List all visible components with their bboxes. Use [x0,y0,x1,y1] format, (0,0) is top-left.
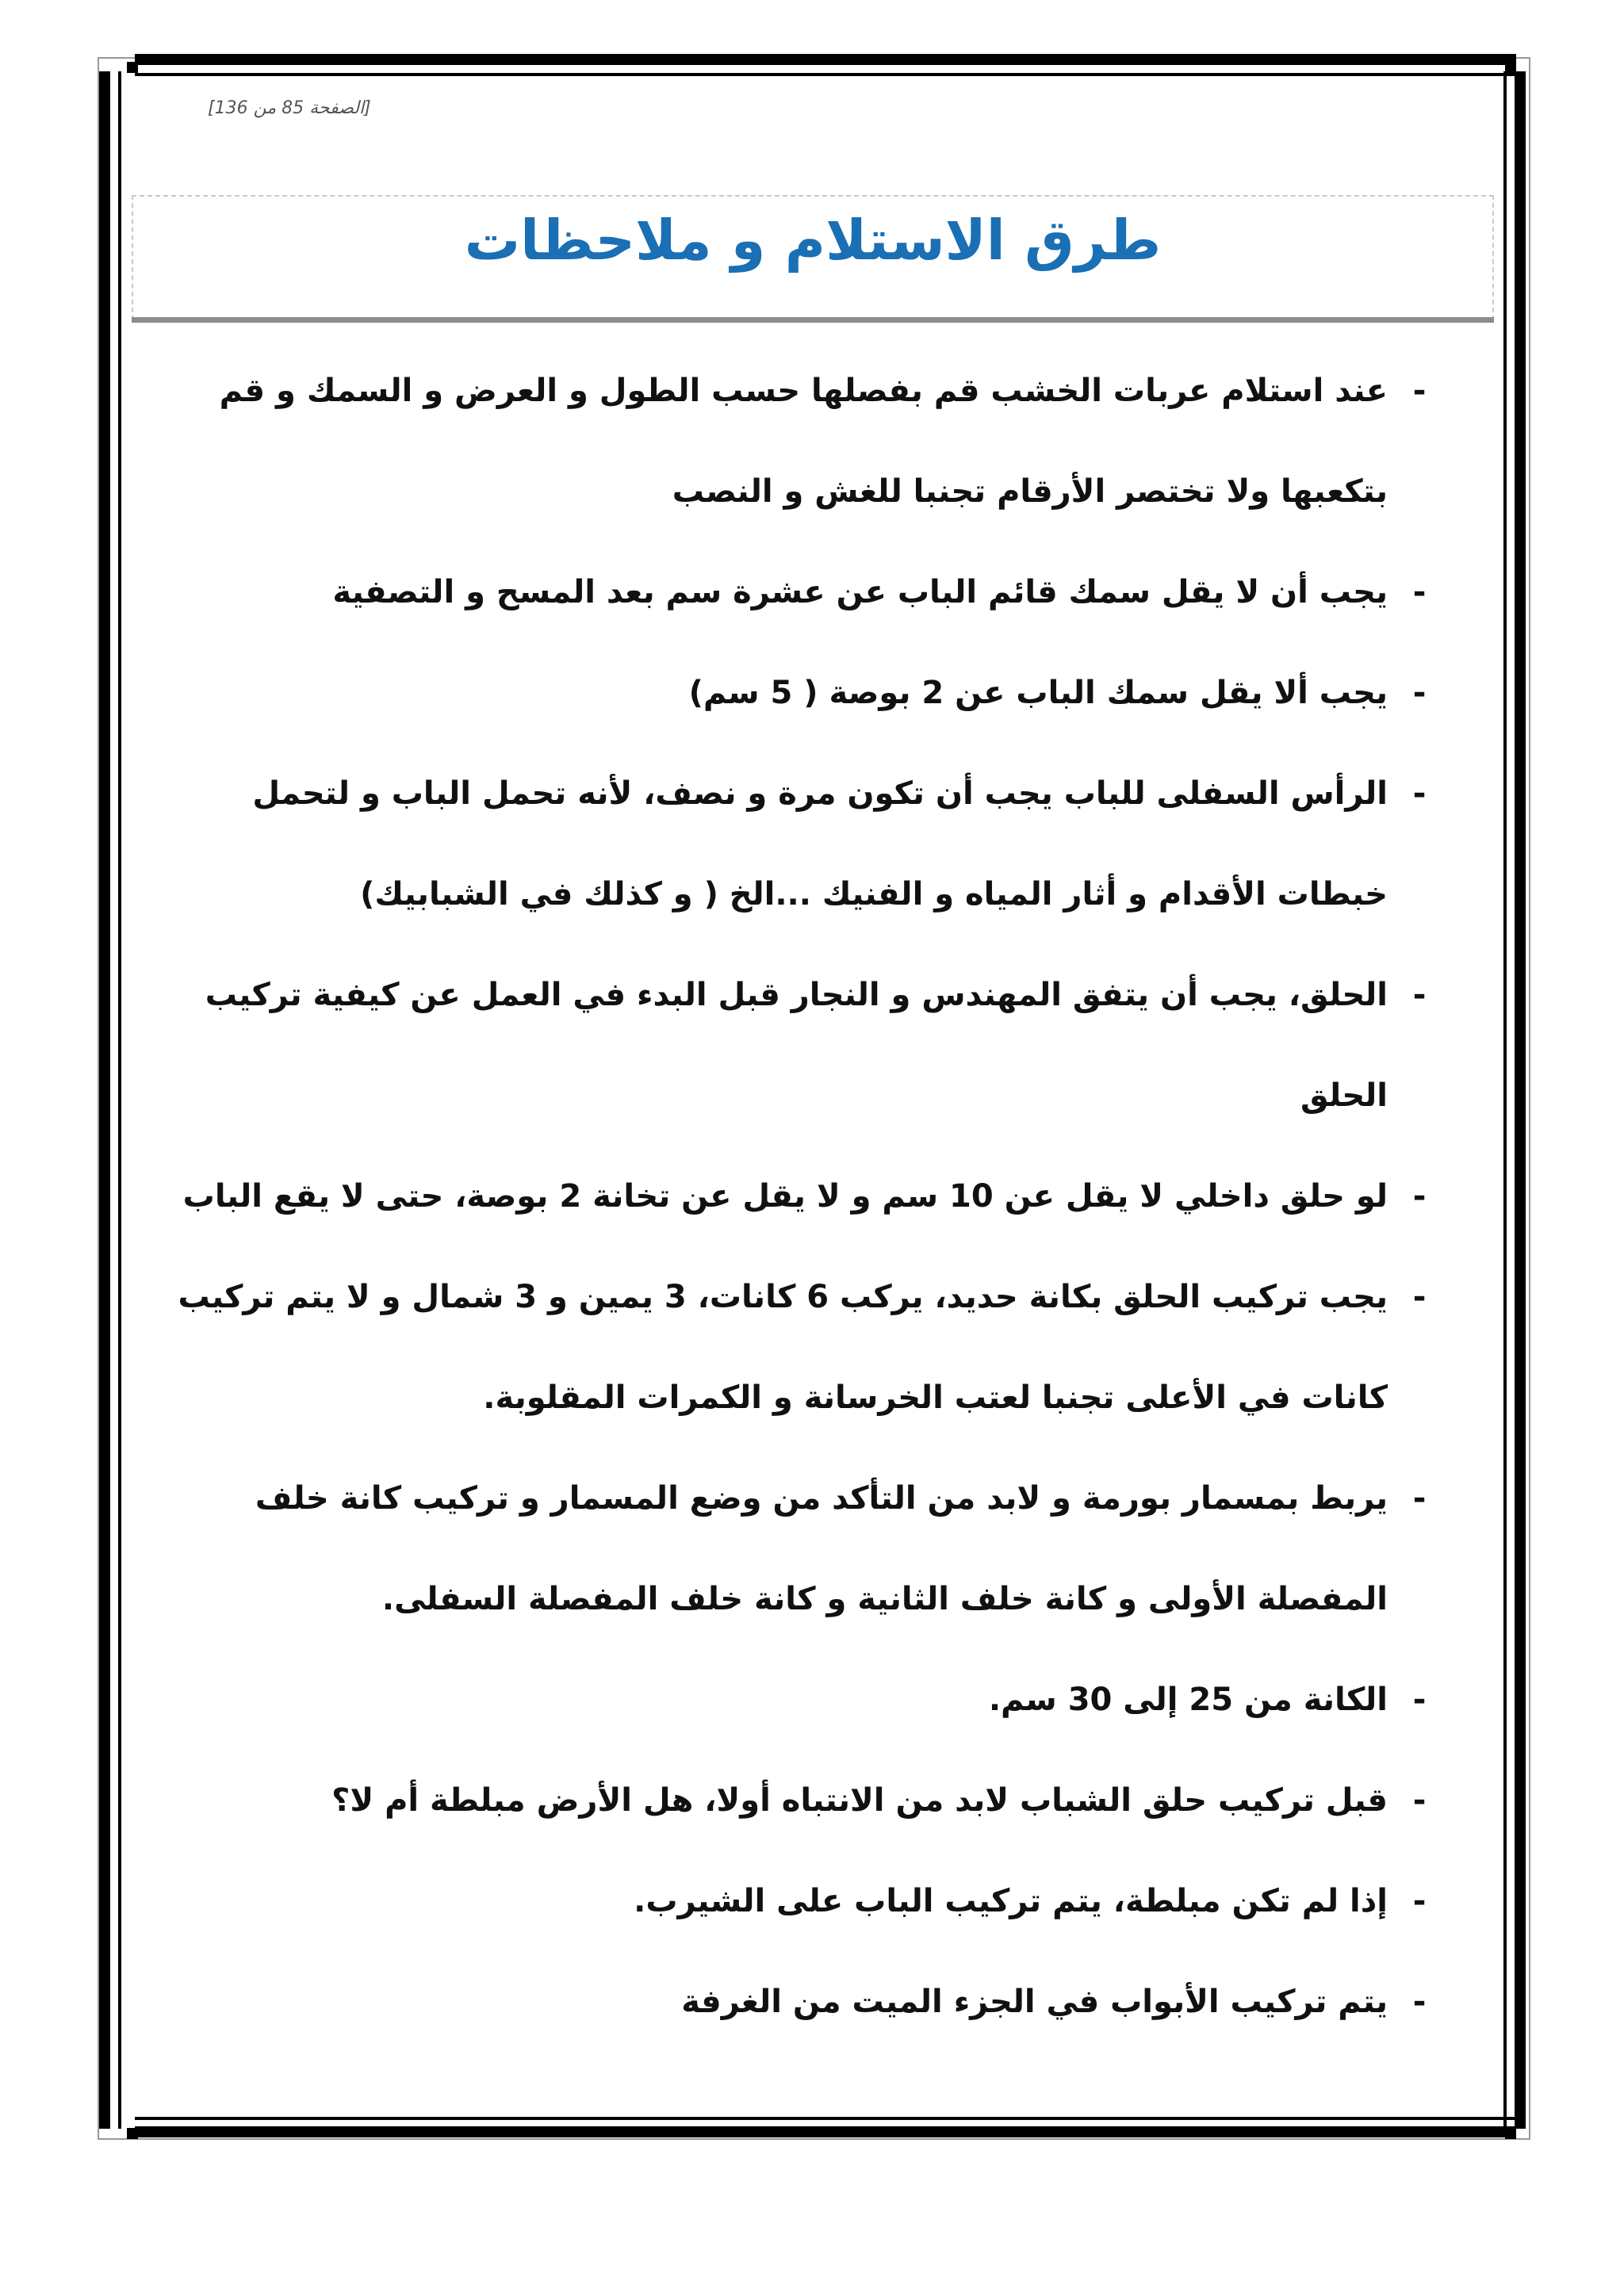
list-item-text: الحلق، يجب أن يتفق المهندس و النجار قبل البدء في العمل عن كيفية تركيب الحلق [205,977,1388,1114]
bullet-dash: - [1412,675,1427,711]
list-item-text: عند استلام عربات الخشب قم بفصلها حسب الطول و العرض و السمك و قم بتكعبها ولا تختصر الأرقام تجنبا للغش و النصب [219,373,1388,510]
list-item [151,1851,1427,1952]
border-corner [127,62,138,73]
list-item [151,643,1427,744]
border-top-thin [135,73,1516,76]
list-item-text: يجب تركيب الحلق بكانة حديد، يركب 6 كانات، 3 يمين و 3 شمال و لا يتم تركيب كانات في الأعلى تجنبا لعتب الخرسانة و الكمرات المقلوبة. [178,1279,1388,1416]
bullet-dash: - [1412,373,1427,409]
bullet-dash: - [1412,775,1427,812]
list-item [151,1448,1427,1650]
list-item-text: لو حلق داخلي لا يقل عن 10 سم و لا يقل عن تخانة 2 بوصة، حتى لا يقع الباب [182,1178,1388,1215]
bullet-dash: - [1412,1782,1427,1819]
bullet-dash: - [1412,1984,1427,2020]
list-item [151,542,1427,643]
bullet-dash: - [1412,1883,1427,1919]
list-item [151,1751,1427,1851]
border-left-thin [118,71,121,2129]
list-item [151,1247,1427,1448]
list-item-text: الكانة من 25 إلى 30 سم. [988,1682,1388,1718]
title-underline [132,317,1494,323]
border-corner [127,2128,138,2139]
list-item-text: يجب أن لا يقل سمك قائم الباب عن عشرة سم بعد المسح و التصفية [332,574,1388,610]
border-right-thin [1503,71,1507,2129]
border-bottom-thick [135,2126,1516,2137]
bullet-dash: - [1412,1279,1427,1315]
list-item [151,1650,1427,1751]
bullet-dash: - [1412,1480,1427,1517]
border-left-thick [99,71,110,2129]
border-bottom-thin [135,2117,1516,2120]
bullet-dash: - [1412,574,1427,610]
border-right-thick [1515,71,1526,2129]
border-top-thick [135,54,1516,65]
list-item-text: إذا لم تكن مبلطة، يتم تركيب الباب على الشيرب. [634,1883,1388,1919]
list-item-text: يجب ألا يقل سمك الباب عن 2 بوصة ( 5 سم) [688,675,1388,711]
page-title: طرق الاستلام و ملاحظات [464,208,1162,273]
border-corner [1505,62,1516,73]
list-item [151,1952,1427,2053]
bullet-dash: - [1412,977,1427,1013]
page-number: [الصفحة 85 من 136] [208,98,371,118]
list-item-text: يتم تركيب الأبواب في الجزء الميت من الغرفة [681,1984,1388,2020]
list-item [151,1146,1427,1247]
list-item-text: يربط بمسمار بورمة و لابد من التأكد من وضع المسمار و تركيب كانة خلف المفصلة الأولى و كانة خلف الثانية و كانة خلف المفصلة السفلى. [255,1480,1388,1617]
bullet-dash: - [1412,1178,1427,1215]
list-item [151,945,1427,1146]
border-corner [1505,2128,1516,2139]
list-item [151,341,1427,542]
notes-list [151,341,1427,2053]
list-item [151,744,1427,945]
bullet-dash: - [1412,1682,1427,1718]
list-item-text: قبل تركيب حلق الشباب لابد من الانتباه أولا، هل الأرض مبلطة أم لا؟ [331,1782,1388,1819]
list-item-text: الرأس السفلى للباب يجب أن تكون مرة و نصف، لأنه تحمل الباب و لتحمل خبطات الأقدام و أثار المياه و الفنيك ...الخ ( و كذلك في الشبابيك) [252,775,1388,913]
